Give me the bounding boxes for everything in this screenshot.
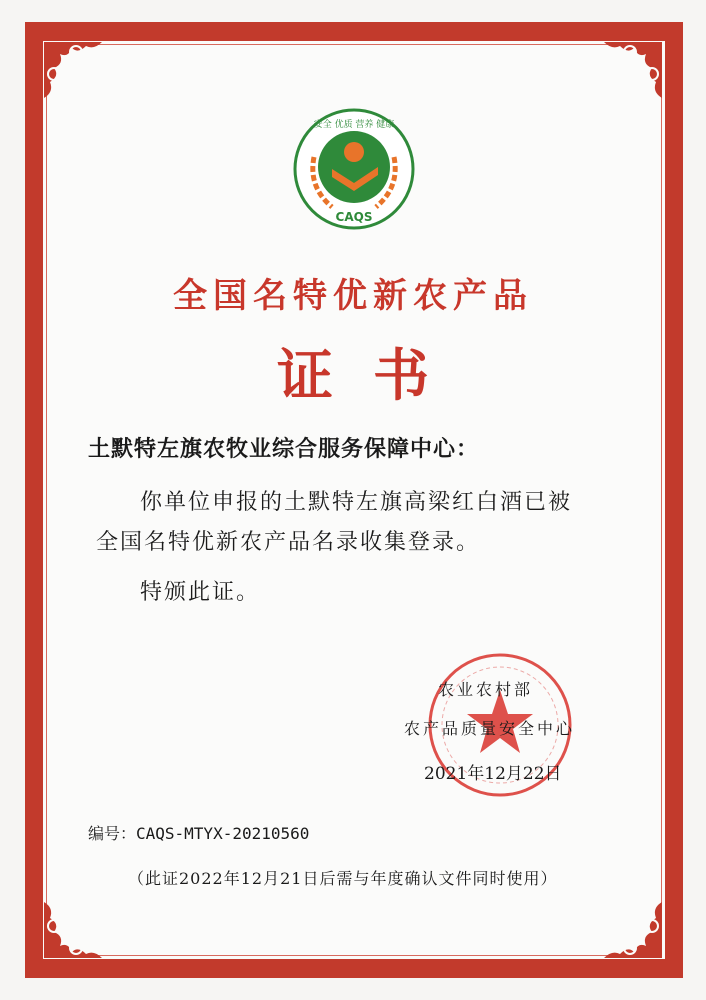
caqs-logo: [292, 107, 416, 231]
issuer-ministry: 农业农村部: [438, 680, 534, 699]
body-line: 你单位申报的土默特左旗高梁红白酒已被: [140, 490, 573, 515]
corner-ornament-icon: [42, 40, 112, 110]
logo-ring-text: 安全 优质 营养 健康: [313, 120, 395, 130]
body-line: 特颁此证。: [140, 580, 261, 605]
corner-ornament-icon: [594, 40, 664, 110]
validity-note: （此证2022年12月21日后需与年度确认文件同时使用）: [128, 869, 558, 888]
corner-ornament-icon: [42, 890, 112, 960]
certificate-title: 全国名特优新农产品: [173, 276, 533, 316]
certificate-subtitle: 证书: [277, 343, 469, 409]
body-line: 全国名特优新农产品名录收集登录。: [96, 530, 481, 555]
logo-abbr: CAQS: [335, 210, 373, 224]
certificate-number: 编号：CAQS-MTYX-20210560: [88, 824, 310, 843]
issue-date: 2021年12月22日: [424, 764, 562, 784]
issuer-center: 农产品质量安全中心: [404, 719, 576, 738]
recipient: 土默特左旗农牧业综合服务保障中心：: [88, 436, 480, 462]
corner-ornament-icon: [594, 890, 664, 960]
